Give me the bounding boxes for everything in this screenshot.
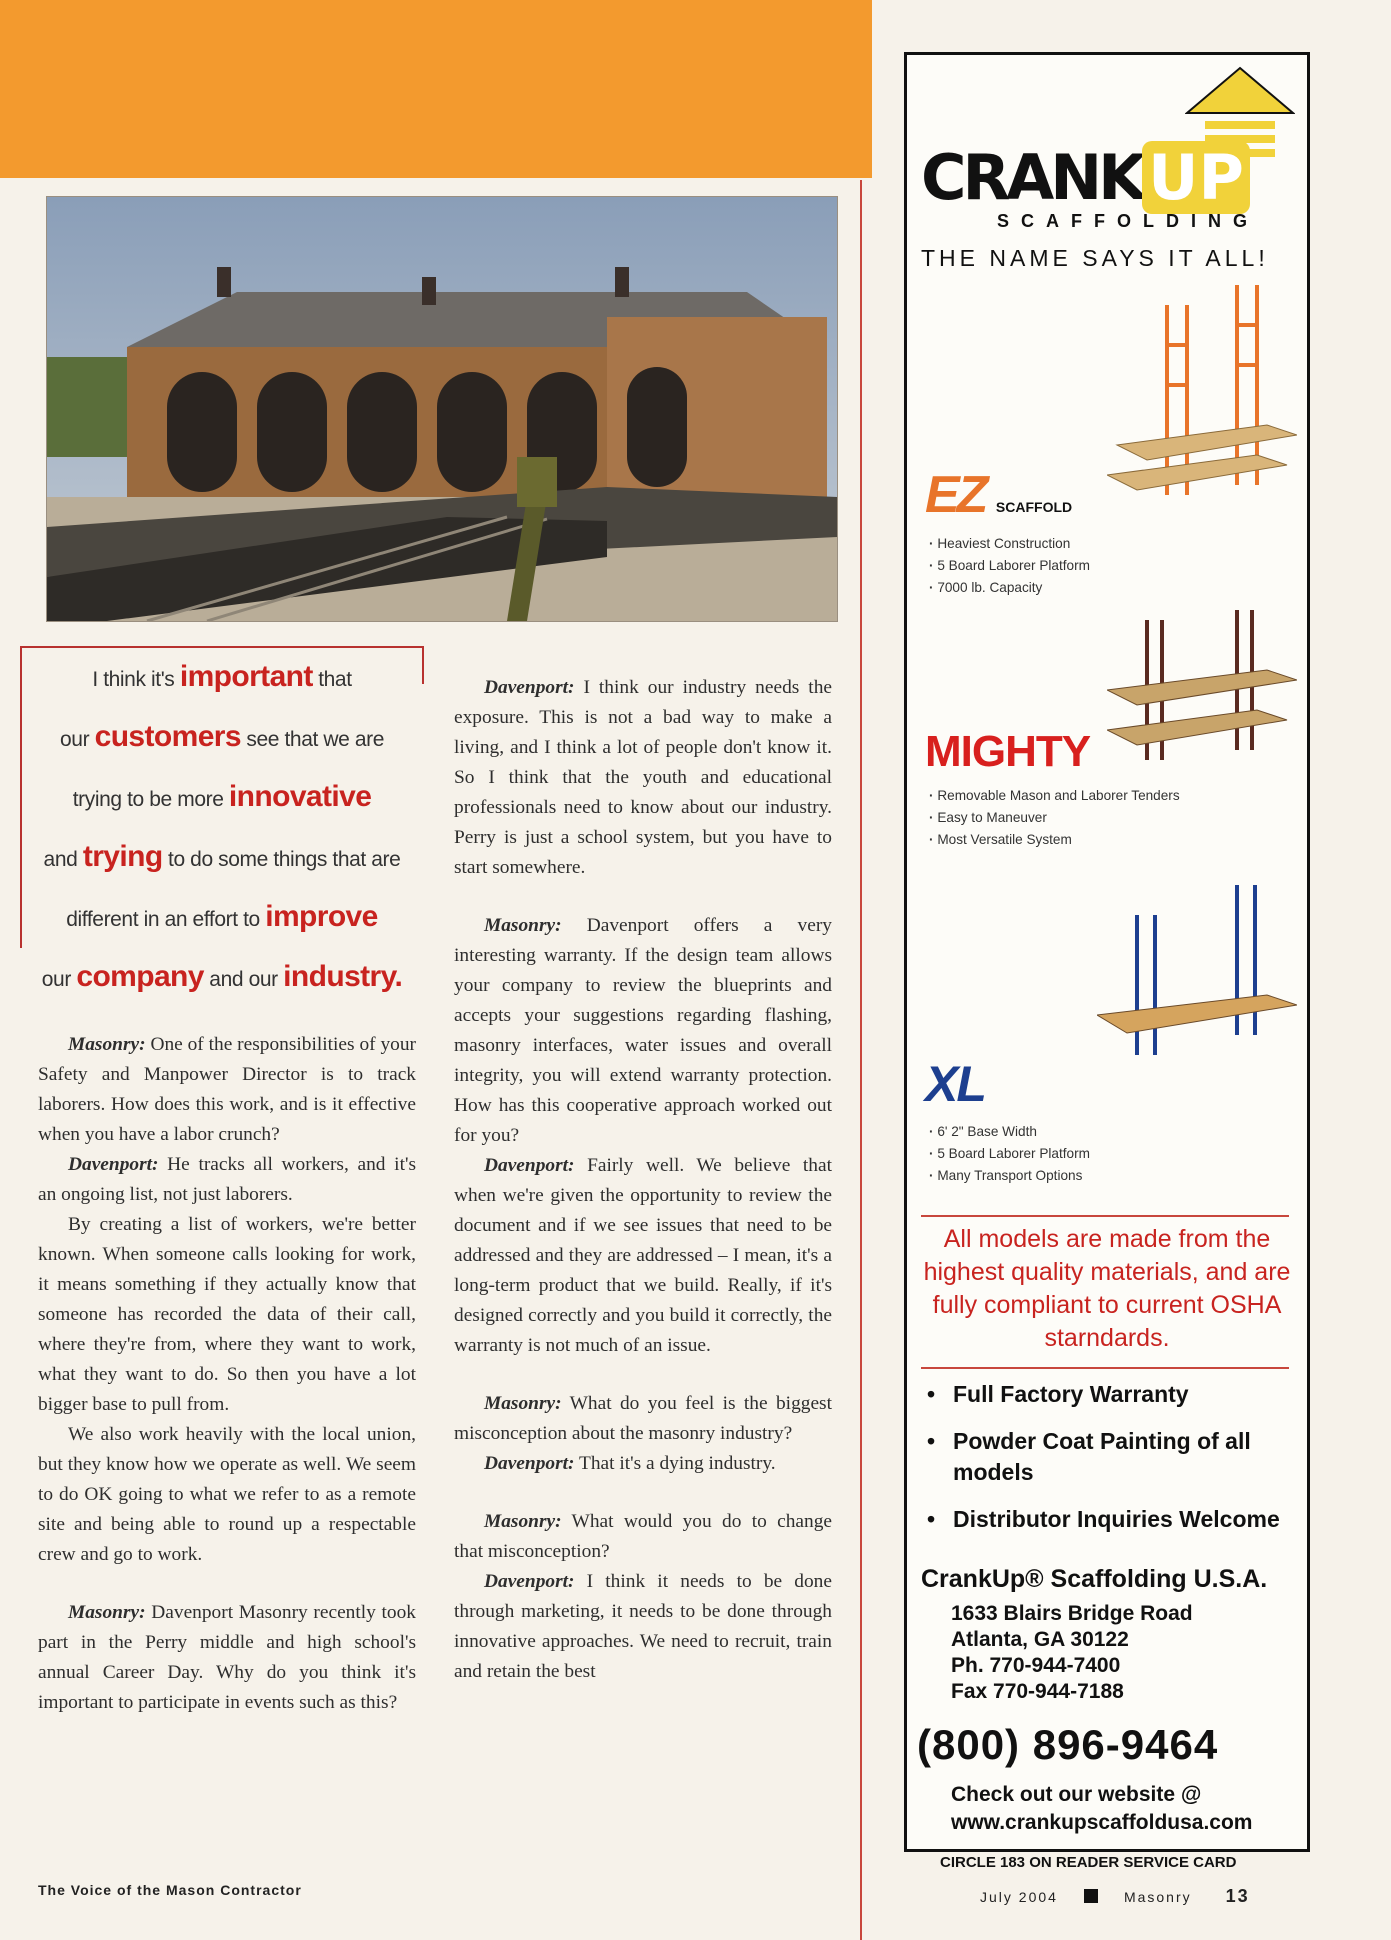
ez-model-suffix: SCAFFOLD — [995, 499, 1073, 515]
pull-quote-emphasis: trying — [82, 840, 163, 873]
footer-folio — [980, 1886, 1250, 1907]
paragraph-text: One of the responsibilities of your Safety and Manpower Director is to track laborers. How does this work, and is it effective when you have a labor crunch? — [38, 1034, 416, 1145]
pull-quote-text: I think it's — [92, 668, 180, 691]
pull-quote-emphasis: important — [179, 660, 313, 693]
mighty-feature: · Removable Mason and Laborer Tenders — [929, 785, 1285, 807]
paragraph-text: What do you feel is the biggest misconception about the masonry industry? — [454, 1393, 832, 1444]
paragraph-text: He tracks all workers, and it's an ongoing list, not just laborers. — [38, 1154, 416, 1205]
speaker-label: Davenport: — [484, 677, 575, 698]
reader-service-card: CIRCLE 183 ON READER SERVICE CARD — [940, 1854, 1237, 1871]
paragraph-text: What would you do to change that misconception? — [454, 1511, 832, 1562]
quality-statement: All models are made from the highest quality materials, and are fully compliant to current OSHA starndards. — [923, 1225, 1291, 1352]
page-number: 13 — [1225, 1886, 1250, 1906]
ad-bullet: • Full Factory Warranty — [923, 1379, 1293, 1410]
pull-quote-text: to do some things that are — [162, 848, 401, 871]
pull-quote-emphasis: innovative — [228, 780, 372, 813]
article-paragraph — [38, 1210, 416, 1420]
header-color-band — [0, 0, 872, 178]
model-mighty — [925, 727, 1285, 851]
pull-quote-line — [22, 648, 422, 708]
paragraph-text: By creating a list of workers, we're better known. When someone calls looking for work, it means something if they actually know that someone has recorded the data of their call, where they're from, where they want to work, what they want to do. So then you have a lot bigger base to pull from. — [38, 1214, 416, 1415]
pull-quote-line — [22, 768, 422, 828]
roundhouse-photo — [46, 196, 838, 622]
website-block — [951, 1781, 1252, 1837]
speaker-label: Davenport: — [68, 1154, 159, 1175]
paragraph-text: I think it needs to be done through marketing, it needs to be done through innovative approaches. We need to recruit, train and retain the best — [454, 1571, 832, 1682]
pull-quote-emphasis: industry. — [283, 960, 403, 993]
footer-date: July 2004 — [980, 1889, 1058, 1905]
xl-feature: · 5 Board Laborer Platform — [929, 1143, 1285, 1165]
pull-quote — [20, 646, 424, 1003]
mighty-feature: · Most Versatile System — [929, 829, 1285, 851]
xl-model-name: XL — [925, 1056, 985, 1112]
paragraph-text: Fairly well. We believe that when we're given the opportunity to review the document and if we see issues that need to be addressed and they are addressed – I mean, it's a long-term product that we build. Really, if it's designed correctly and you build it correctly, the warranty is not much of an issue. — [454, 1155, 832, 1356]
pull-quote-text: trying to be more — [72, 788, 229, 811]
speaker-label: Davenport: — [484, 1155, 575, 1176]
ad-bullet: • Powder Coat Painting of all models — [923, 1426, 1253, 1488]
paragraph-text: That it's a dying industry. — [574, 1453, 776, 1474]
ez-feature: · Heaviest Construction — [929, 533, 1285, 555]
speaker-label: Masonry: — [484, 915, 562, 936]
mighty-feature: · Easy to Maneuver — [929, 807, 1285, 829]
speaker-label: Masonry: — [68, 1602, 146, 1623]
square-icon — [1084, 1889, 1098, 1903]
pull-quote-emphasis: customers — [94, 720, 241, 753]
pull-quote-line — [22, 948, 422, 1008]
ez-model-name: EZ — [925, 466, 986, 524]
company-address: 1633 Blairs Bridge Road Atlanta, GA 30122 Ph. 770-944-7400 Fax 770-944-7188 — [951, 1602, 1193, 1703]
website-url: www.crankupscaffoldusa.com — [951, 1811, 1253, 1834]
crankup-advertisement — [904, 52, 1310, 1852]
logo-subtitle: SCAFFOLDING — [997, 211, 1259, 231]
speaker-label: Masonry: — [484, 1511, 562, 1532]
speaker-label: Masonry: — [68, 1034, 146, 1055]
pull-quote-line — [22, 828, 422, 888]
pull-quote-line — [22, 708, 422, 768]
ad-divider-bottom — [921, 1367, 1289, 1369]
pull-quote-text: different in an effort to — [66, 908, 266, 931]
company-name: CrankUp® Scaffolding U.S.A. — [921, 1565, 1268, 1593]
footer-publication-tagline: The Voice of the Mason Contractor — [38, 1882, 302, 1898]
article-paragraph — [454, 1449, 832, 1479]
article-paragraph — [454, 1507, 832, 1567]
ez-feature: · 7000 lb. Capacity — [929, 577, 1285, 599]
article-paragraph — [38, 1598, 416, 1718]
ez-feature: · 5 Board Laborer Platform — [929, 555, 1285, 577]
xl-feature: · 6' 2" Base Width — [929, 1121, 1285, 1143]
paragraph-text: I think our industry needs the exposure. This is not a bad way to make a living, and I think a lot of people don't know it. So I think that the youth and educational professionals need to know about our industry. Perry is just a school system, but you have to start somewhere. — [454, 677, 832, 878]
paragraph-text: Davenport Masonry recently took part in the Perry middle and high school's annual Career Day. Why do you think it's important to participate in events such as this? — [38, 1602, 416, 1713]
pull-quote-text: our — [41, 968, 77, 991]
xl-feature: · Many Transport Options — [929, 1165, 1285, 1187]
pull-quote-text: our — [60, 728, 95, 751]
article-paragraph — [454, 1389, 832, 1449]
pull-quote-emphasis: improve — [265, 900, 378, 933]
speaker-label: Davenport: — [484, 1571, 575, 1592]
speaker-label: Davenport: — [484, 1453, 575, 1474]
pull-quote-text: that — [312, 668, 352, 691]
article-paragraph — [454, 1151, 832, 1361]
pull-quote-border-gap — [419, 684, 425, 1014]
ad-tagline: THE NAME SAYS IT ALL! — [921, 245, 1269, 271]
pull-quote-border-gap — [19, 948, 25, 1008]
toll-free-phone: (800) 896-9464 — [917, 1721, 1219, 1768]
ad-bullet: • Distributor Inquiries Welcome — [923, 1504, 1293, 1535]
ad-divider-top — [921, 1215, 1289, 1217]
footer-magazine: Masonry — [1123, 1889, 1192, 1905]
ad-bullet-list — [923, 1379, 1293, 1551]
model-xl — [925, 1055, 1285, 1187]
model-ez — [925, 465, 1285, 599]
speaker-label: Masonry: — [484, 1393, 562, 1414]
article-paragraph — [454, 911, 832, 1151]
article-paragraph — [38, 1150, 416, 1210]
article-paragraph — [38, 1420, 416, 1570]
mighty-model-name: MIGHTY — [925, 727, 1091, 776]
pull-quote-line — [22, 888, 422, 948]
xl-scaffold-illustration — [1097, 885, 1297, 1065]
pull-quote-text: and — [43, 848, 83, 871]
website-lead: Check out our website @ — [951, 1783, 1202, 1806]
article-column-2 — [454, 673, 832, 1687]
crankup-logo: CRANKUP — [921, 147, 1250, 209]
pull-quote-text: see that we are — [240, 728, 384, 751]
paragraph-text: We also work heavily with the local union, but they know how we operate as well. We seem to do OK going to what we refer to as a remote site and being able to round up a respectable crew and go to work. — [38, 1424, 416, 1565]
paragraph-text: Davenport offers a very interesting warranty. If the design team allows your company to review the blueprints and accepts your suggestions regarding flashing, masonry interfaces, water issues and overall integrity, you will extend warranty protection. How has this cooperative approach worked out for you? — [454, 915, 832, 1146]
article-paragraph — [454, 673, 832, 883]
pull-quote-text: and our — [203, 968, 284, 991]
column-divider — [860, 180, 862, 1940]
article-column-1 — [38, 1030, 416, 1718]
article-paragraph — [38, 1030, 416, 1150]
article-paragraph — [454, 1567, 832, 1687]
pull-quote-emphasis: company — [76, 960, 204, 993]
